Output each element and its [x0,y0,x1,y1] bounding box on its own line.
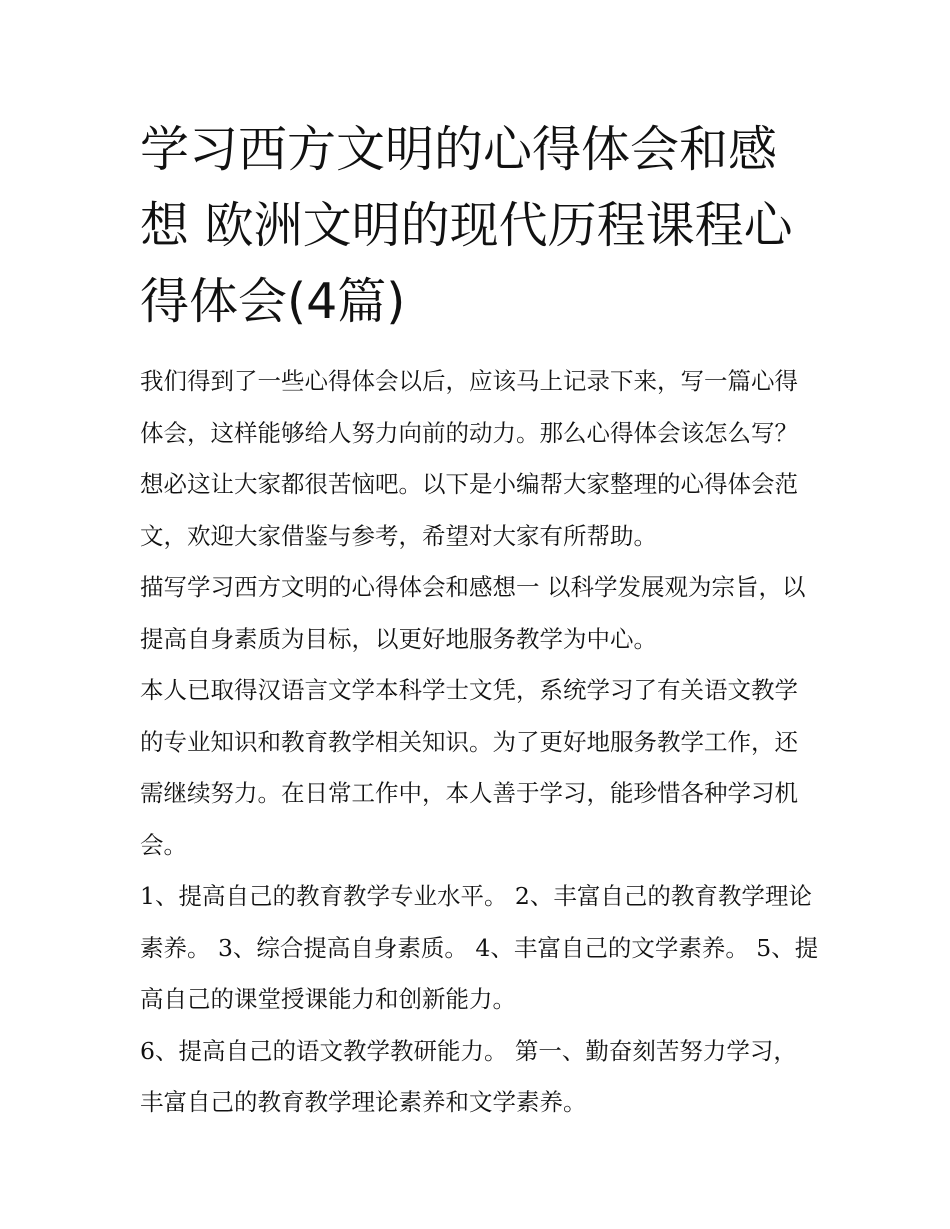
paragraph-goals-list: 1、提高自己的教育教学专业水平。 2、丰富自己的教育教学理论素养。 3、综合提高自身素质。 4、丰富自己的文学素养。 5、提高自己的课堂授课能力和创新能力。 [140,882,819,1013]
paragraph-goals-continued: 6、提高自己的语文教学教研能力。 第一、勤奋刻苦努力学习，丰富自己的教育教学理论素养和文学素养。 [140,1036,797,1116]
paragraph-intro: 我们得到了一些心得体会以后，应该马上记录下来，写一篇心得体会，这样能够给人努力向前的动力。那么心得体会该怎么写？想必这让大家都很苦恼吧。以下是小编帮大家整理的心得体会范文，欢迎大家借鉴与参考，希望对大家有所帮助。 [140,367,798,550]
document-body [140,356,820,1129]
paragraph-background: 本人已取得汉语言文学本科学士文凭，系统学习了有关语文教学的专业知识和教育教学相关知识。为了更好地服务教学工作，还需继续努力。在日常工作中，本人善于学习，能珍惜各种学习机会。 [140,676,798,859]
document-title: 学习西方文明的心得体会和感想 欧洲文明的现代历程课程心得体会(4篇) [140,121,793,330]
paragraph-section-one: 描写学习西方文明的心得体会和感想一 以科学发展观为宗旨，以提高自身素质为目标，以更好地服务教学为中心。 [140,573,806,653]
